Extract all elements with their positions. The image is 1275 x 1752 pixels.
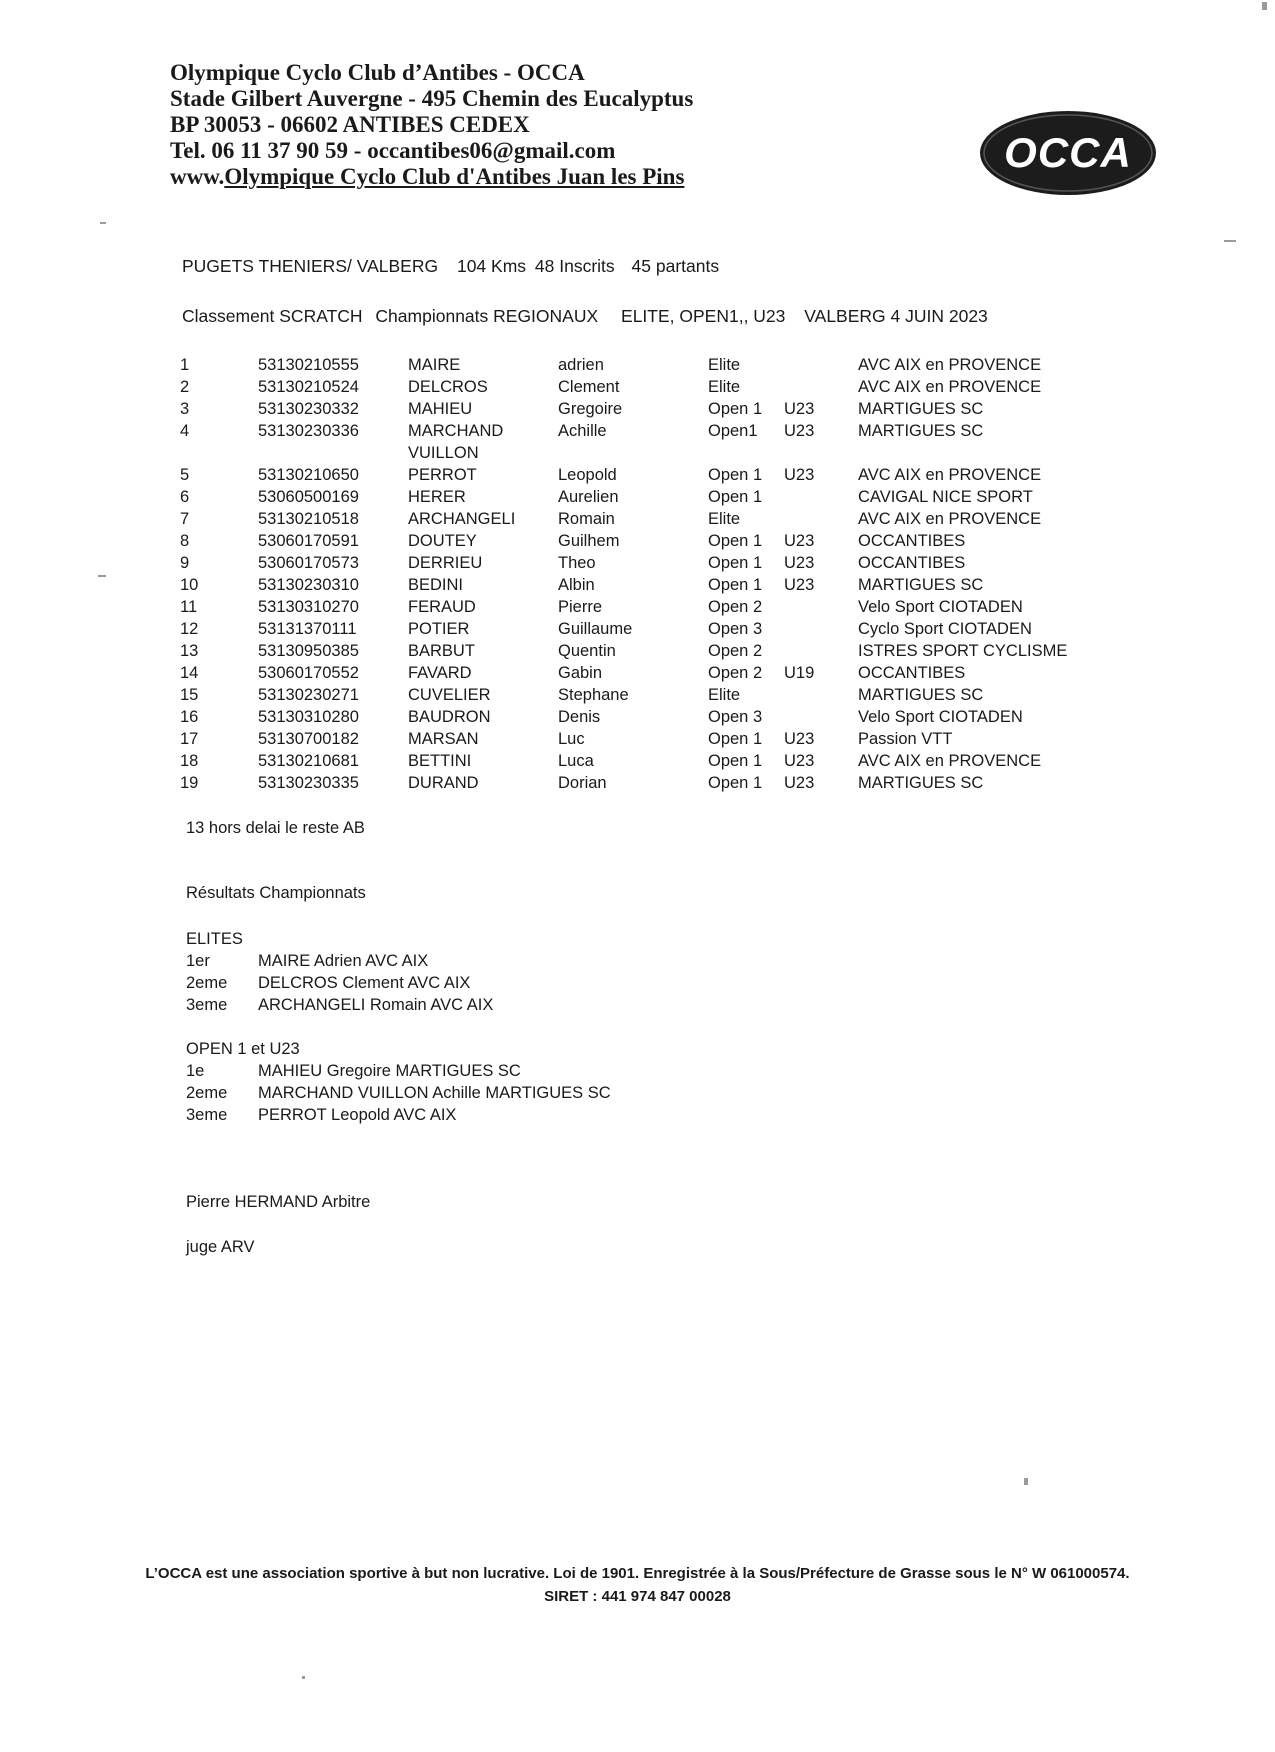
category-cell: Open 1	[708, 774, 763, 792]
classement-place-date: VALBERG 4 JUIN 2023	[804, 306, 988, 326]
rank-cell: 17	[180, 730, 199, 748]
first-name-cell: Achille	[558, 422, 607, 440]
license-cell: 53130230335	[258, 774, 359, 792]
rank-cell: 2	[180, 378, 190, 396]
club-cell: Velo Sport CIOTADEN	[858, 598, 1023, 616]
club-cell: AVC AIX en PROVENCE	[858, 378, 1042, 396]
license-cell: 53060170591	[258, 532, 359, 550]
age-category-cell	[784, 706, 858, 728]
rank-cell	[180, 442, 258, 464]
age-category-cell: U23	[784, 400, 815, 418]
table-row	[180, 398, 1067, 420]
license-cell: 53130230271	[258, 686, 359, 704]
last-name-cell: PERROT	[408, 466, 477, 484]
table-row	[180, 442, 1067, 464]
club-cell: MARTIGUES SC	[858, 686, 984, 704]
age-category-cell	[784, 354, 858, 376]
last-name-cell: FAVARD	[408, 664, 472, 682]
age-category-cell: U23	[784, 532, 815, 550]
license-cell: 53130210524	[258, 378, 359, 396]
podium-row	[186, 972, 493, 994]
table-row	[180, 618, 1067, 640]
podium-place: 3eme	[186, 1106, 228, 1124]
club-cell: CAVIGAL NICE SPORT	[858, 488, 1033, 506]
category-cell: Open 2	[708, 598, 763, 616]
club-cell: ISTRES SPORT CYCLISME	[858, 642, 1068, 660]
category-cell: Open1	[708, 422, 758, 440]
elites-section	[186, 928, 493, 1016]
last-name-cell: BARBUT	[408, 642, 475, 660]
first-name-cell: Guillaume	[558, 620, 633, 638]
club-cell	[858, 442, 1067, 464]
license-cell: 53130700182	[258, 730, 359, 748]
classement-label: Classement SCRATCH	[182, 306, 363, 326]
table-row	[180, 662, 1067, 684]
age-category-cell: U23	[784, 730, 815, 748]
classement-header	[182, 306, 988, 327]
category-cell: Elite	[708, 686, 741, 704]
first-name-cell: Luca	[558, 752, 594, 770]
first-name-cell: Aurelien	[558, 488, 619, 506]
license-cell: 53130210518	[258, 510, 359, 528]
license-cell: 53130230310	[258, 576, 359, 594]
category-cell: Open 1	[708, 576, 763, 594]
rank-cell: 13	[180, 642, 199, 660]
rank-cell: 9	[180, 554, 190, 572]
license-cell: 53060500169	[258, 488, 359, 506]
table-row	[180, 552, 1067, 574]
race-starters: 45 partants	[631, 256, 720, 276]
rank-cell: 12	[180, 620, 199, 638]
scan-speck	[1024, 1478, 1028, 1485]
note: 13 hors delai le reste AB	[186, 819, 365, 837]
table-row	[180, 376, 1067, 398]
category-cell: Open 2	[708, 642, 763, 660]
first-name-cell: Albin	[558, 576, 595, 594]
first-name-cell: Denis	[558, 708, 601, 726]
table-row	[180, 530, 1067, 552]
rank-cell: 16	[180, 708, 199, 726]
first-name-cell: Gabin	[558, 664, 603, 682]
scan-speck	[1224, 240, 1236, 242]
website-link[interactable]: Olympique Cyclo Club d'Antibes Juan les Pins	[224, 164, 685, 189]
podium-rider: MAHIEU Gregoire MARTIGUES SC	[258, 1062, 521, 1080]
category-cell: Open 1	[708, 532, 763, 550]
age-category-cell: U19	[784, 664, 815, 682]
podium-row	[186, 1060, 611, 1082]
rank-cell: 6	[180, 488, 190, 506]
license-cell: 53130310280	[258, 708, 359, 726]
rank-cell: 15	[180, 686, 199, 704]
rank-cell: 1	[180, 356, 190, 374]
club-name: Olympique Cyclo Club d’Antibes - OCCA	[170, 60, 585, 85]
last-name-cell: DERRIEU	[408, 554, 483, 572]
podium-place: 1e	[186, 1062, 205, 1080]
table-row	[180, 728, 1067, 750]
table-row	[180, 420, 1067, 442]
age-category-cell	[784, 442, 858, 464]
last-name-cell: BAUDRON	[408, 708, 491, 726]
table-row	[180, 354, 1067, 376]
category-cell: Elite	[708, 356, 741, 374]
club-cell: AVC AIX en PROVENCE	[858, 510, 1042, 528]
footer-siret: SIRET : 441 974 847 00028	[544, 1588, 731, 1605]
rank-cell: 14	[180, 664, 199, 682]
club-cell: MARTIGUES SC	[858, 400, 984, 418]
podium-place: 2eme	[186, 974, 228, 992]
referee-role: juge ARV	[186, 1238, 255, 1256]
last-name-cell: MAHIEU	[408, 400, 473, 418]
table-row	[180, 464, 1067, 486]
age-category-cell	[784, 596, 858, 618]
race-route: PUGETS THENIERS/ VALBERG	[182, 256, 439, 276]
club-address: Stade Gilbert Auvergne - 495 Chemin des Eucalyptus	[170, 86, 694, 111]
age-category-cell	[784, 486, 858, 508]
podium-row	[186, 950, 493, 972]
age-category-cell	[784, 508, 858, 530]
first-name-cell: Clement	[558, 378, 620, 396]
logo-text: OCCA	[1004, 129, 1132, 176]
club-cell: MARTIGUES SC	[858, 774, 984, 792]
rank-cell: 5	[180, 466, 190, 484]
license-cell: 53130230336	[258, 422, 359, 440]
category-cell: Open 3	[708, 708, 763, 726]
age-category-cell	[784, 376, 858, 398]
podium-rider: ARCHANGELI Romain AVC AIX	[258, 996, 494, 1014]
category-cell	[708, 442, 784, 464]
first-name-cell: Quentin	[558, 642, 616, 660]
club-contact: Tel. 06 11 37 90 59 - occantibes06@gmail.com	[170, 138, 616, 163]
open-heading: OPEN 1 et U23	[186, 1040, 300, 1058]
last-name-cell: DELCROS	[408, 378, 488, 396]
age-category-cell: U23	[784, 752, 815, 770]
rank-cell: 7	[180, 510, 190, 528]
club-cell: AVC AIX en PROVENCE	[858, 752, 1042, 770]
letterhead	[170, 60, 693, 190]
open-rows	[186, 1060, 611, 1126]
category-cell: Open 1	[708, 466, 763, 484]
footer-legal: L’OCCA est une association sportive à but non lucrative. Loi de 1901. Enregistrée à la Sous/Préfecture de Grasse sous le N° W 061000574.	[145, 1565, 1130, 1582]
age-category-cell	[784, 640, 858, 662]
rank-cell: 18	[180, 752, 199, 770]
license-cell: 53130210555	[258, 356, 359, 374]
category-cell: Open 1	[708, 488, 763, 506]
first-name-cell: Pierre	[558, 598, 603, 616]
club-cell: OCCANTIBES	[858, 554, 966, 572]
license-cell: 53131370111	[258, 620, 357, 638]
classement-categories: ELITE, OPEN1,, U23	[621, 306, 786, 326]
club-cell: AVC AIX en PROVENCE	[858, 356, 1042, 374]
podium-rider: MAIRE Adrien AVC AIX	[258, 952, 429, 970]
license-cell: 53130310270	[258, 598, 359, 616]
club-postal: BP 30053 - 06602 ANTIBES CEDEX	[170, 112, 530, 137]
scan-speck	[100, 222, 106, 224]
occa-logo	[978, 108, 1158, 198]
last-name-cell: ARCHANGELI	[408, 510, 516, 528]
race-info	[182, 256, 719, 277]
license-cell: 53130230332	[258, 400, 359, 418]
elites-heading: ELITES	[186, 930, 243, 948]
category-cell: Open 1	[708, 400, 763, 418]
footer	[0, 1562, 1275, 1608]
last-name-cell: DURAND	[408, 774, 479, 792]
club-cell: OCCANTIBES	[858, 664, 966, 682]
last-name-cell: MARSAN	[408, 730, 479, 748]
age-category-cell: U23	[784, 554, 815, 572]
first-name-cell: Stephane	[558, 686, 629, 704]
first-name-cell: Guilhem	[558, 532, 620, 550]
first-name-cell: Romain	[558, 510, 615, 528]
last-name-cell: DOUTEY	[408, 532, 477, 550]
rank-cell: 10	[180, 576, 199, 594]
first-name-cell: Gregoire	[558, 400, 623, 418]
scan-speck	[1262, 2, 1267, 10]
club-cell: AVC AIX en PROVENCE	[858, 466, 1042, 484]
license-cell: 53130950385	[258, 642, 359, 660]
first-name-cell: Theo	[558, 554, 596, 572]
license-cell: 53130210681	[258, 752, 359, 770]
podium-rider: MARCHAND VUILLON Achille MARTIGUES SC	[258, 1084, 611, 1102]
table-row	[180, 596, 1067, 618]
category-cell: Open 2	[708, 664, 763, 682]
last-name-cell: BETTINI	[408, 752, 472, 770]
podium-rider: PERROT Leopold AVC AIX	[258, 1106, 457, 1124]
table-row	[180, 574, 1067, 596]
podium-row	[186, 994, 493, 1016]
club-website[interactable]	[170, 164, 693, 190]
open-section	[186, 1038, 611, 1126]
rank-cell: 4	[180, 422, 190, 440]
referee-name: Pierre HERMAND Arbitre	[186, 1193, 371, 1211]
age-category-cell: U23	[784, 422, 815, 440]
table-row	[180, 706, 1067, 728]
rank-cell: 11	[180, 598, 198, 616]
scan-speck	[98, 575, 106, 577]
age-category-cell	[784, 618, 858, 640]
table-row	[180, 640, 1067, 662]
club-cell: MARTIGUES SC	[858, 576, 984, 594]
license-cell: 53060170552	[258, 664, 359, 682]
category-cell: Open 3	[708, 620, 763, 638]
rank-cell: 3	[180, 400, 190, 418]
last-name-cell: FERAUD	[408, 598, 476, 616]
age-category-cell: U23	[784, 466, 815, 484]
podium-place: 3eme	[186, 996, 228, 1014]
results-body	[180, 354, 1067, 794]
website-prefix: www.	[170, 164, 225, 189]
license-cell	[258, 442, 408, 464]
category-cell: Open 1	[708, 752, 763, 770]
podium-place: 2eme	[186, 1084, 228, 1102]
first-name-cell: Dorian	[558, 774, 607, 792]
rank-cell: 19	[180, 774, 199, 792]
last-name-cell: VUILLON	[408, 444, 479, 462]
championship-title: Résultats Championnats	[186, 884, 366, 902]
club-cell: OCCANTIBES	[858, 532, 966, 550]
license-cell: 53130210650	[258, 466, 359, 484]
first-name-cell: adrien	[558, 356, 604, 374]
podium-row	[186, 1104, 611, 1126]
last-name-cell: HERER	[408, 488, 466, 506]
club-cell: MARTIGUES SC	[858, 422, 984, 440]
podium-row	[186, 1082, 611, 1104]
club-cell: Passion VTT	[858, 730, 953, 748]
podium-rider: DELCROS Clement AVC AIX	[258, 974, 471, 992]
elites-rows	[186, 950, 493, 1016]
club-cell: Velo Sport CIOTADEN	[858, 708, 1023, 726]
table-row	[180, 508, 1067, 530]
table-row	[180, 750, 1067, 772]
first-name-cell	[558, 442, 708, 464]
table-row	[180, 772, 1067, 794]
podium-place: 1er	[186, 952, 210, 970]
category-cell: Elite	[708, 378, 741, 396]
table-row	[180, 684, 1067, 706]
results-table	[180, 354, 1067, 794]
age-category-cell	[784, 684, 858, 706]
race-registered: 48 Inscrits	[534, 256, 615, 276]
category-cell: Elite	[708, 510, 741, 528]
license-cell: 53060170573	[258, 554, 359, 572]
last-name-cell: MARCHAND	[408, 422, 504, 440]
first-name-cell: Leopold	[558, 466, 617, 484]
table-row	[180, 486, 1067, 508]
race-distance: 104 Kms	[456, 256, 527, 276]
category-cell: Open 1	[708, 730, 763, 748]
last-name-cell: CUVELIER	[408, 686, 491, 704]
age-category-cell: U23	[784, 576, 815, 594]
classement-event: Championnats REGIONAUX	[375, 306, 599, 326]
last-name-cell: MAIRE	[408, 356, 461, 374]
first-name-cell: Luc	[558, 730, 585, 748]
scan-speck	[302, 1676, 305, 1679]
last-name-cell: BEDINI	[408, 576, 464, 594]
category-cell: Open 1	[708, 554, 763, 572]
rank-cell: 8	[180, 532, 190, 550]
age-category-cell: U23	[784, 774, 815, 792]
last-name-cell: POTIER	[408, 620, 470, 638]
club-cell: Cyclo Sport CIOTADEN	[858, 620, 1032, 638]
